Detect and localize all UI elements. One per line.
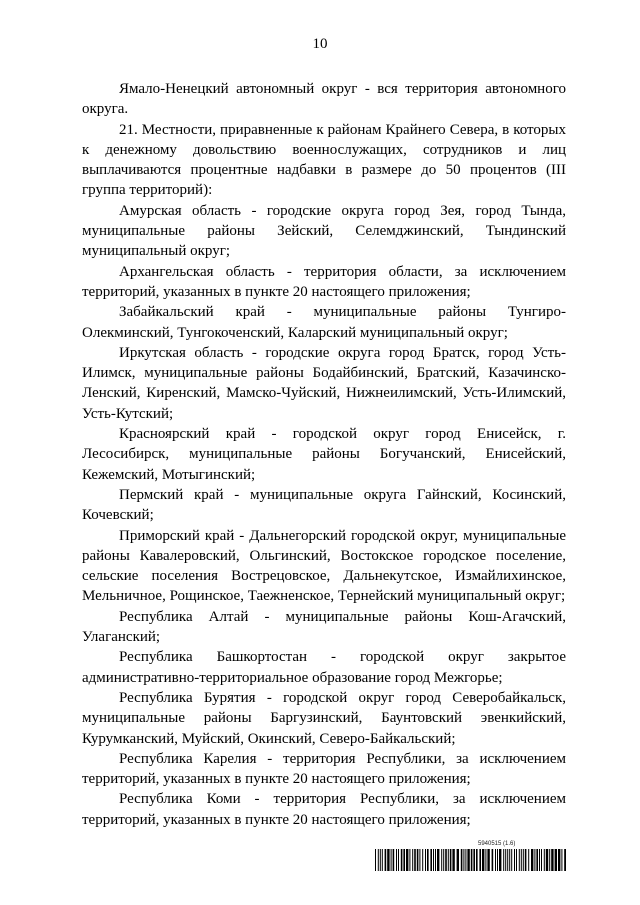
paragraph: Ямало-Ненецкий автономный округ - вся территория автономного округа. bbox=[82, 81, 566, 118]
paragraph: Республика Башкортостан - городской округ закрытое административно-территориальное образование город Межгорье; bbox=[82, 649, 566, 686]
paragraph: Республика Алтай - муниципальные районы Кош-Агачский, Улаганский; bbox=[82, 608, 566, 646]
paragraph: 21. Местности, приравненные к районам Крайнего Севера, в которых к денежному довольствию военнослужащих, сотрудников и лиц выплачиваются процентные надбавки в размере до 50 процентов (III группа территорий): bbox=[82, 121, 566, 199]
paragraph: Архангельская область - территория области, за исключением территорий, указанных в пункте 20 настоящего приложения; bbox=[82, 263, 566, 300]
paragraph: Республика Карелия - территория Республики, за исключением территорий, указанных в пункте 20 настоящего приложения; bbox=[82, 750, 566, 788]
paragraph: Республика Коми - территория Республики, за исключением территорий, указанных в пункте 20 настоящего приложения; bbox=[82, 791, 566, 828]
paragraph: Забайкальский край - муниципальные районы Тунгиро-Олекминский, Тунгокоченский, Каларский муниципальный округ; bbox=[82, 304, 566, 341]
paragraph: Приморский край - Дальнегорский городской округ, муниципальные районы Кавалеровский, Ольгинский, Востокское городское поселение, сельские поселения Вострецовское, Дальнекутское, Измайлихинское, Мельничное, Рощинское, Таежненское, Тернейский муниципальный округ; bbox=[82, 527, 566, 605]
paragraph: Красноярский край - городской округ город Енисейск, г. Лесосибирск, муниципальные районы Богучанский, Енисейский, Кежемский, Мотыгинский; bbox=[82, 426, 566, 483]
paragraph: Иркутская область - городские округа город Братск, город Усть-Илимск, муниципальные районы Бодайбинский, Братский, Казачинско-Ленский, Киренский, Мамско-Чуйский, Нижнеилимский, Усть-Илимский, Усть-Кутский; bbox=[82, 344, 566, 422]
paragraph: Амурская область - городские округа город Зея, город Тында, муниципальные районы Зейский, Селемджинский, Тындинский муниципальный округ; bbox=[82, 202, 566, 260]
paragraph: Пермский край - муниципальные округа Гайнский, Косинский, Кочевский; bbox=[82, 486, 566, 524]
paragraph: Республика Бурятия - городской округ город Северобайкальск, муниципальные районы Баргузинский, Баунтовский эвенкийский, Курумканский, Муйский, Окинский, Северо-Байкальский; bbox=[82, 689, 566, 747]
document-code: 5940515 (1.6) bbox=[478, 841, 516, 847]
document-body bbox=[82, 79, 566, 830]
page-number: 10 bbox=[312, 36, 328, 52]
barcode-icon bbox=[375, 849, 566, 871]
